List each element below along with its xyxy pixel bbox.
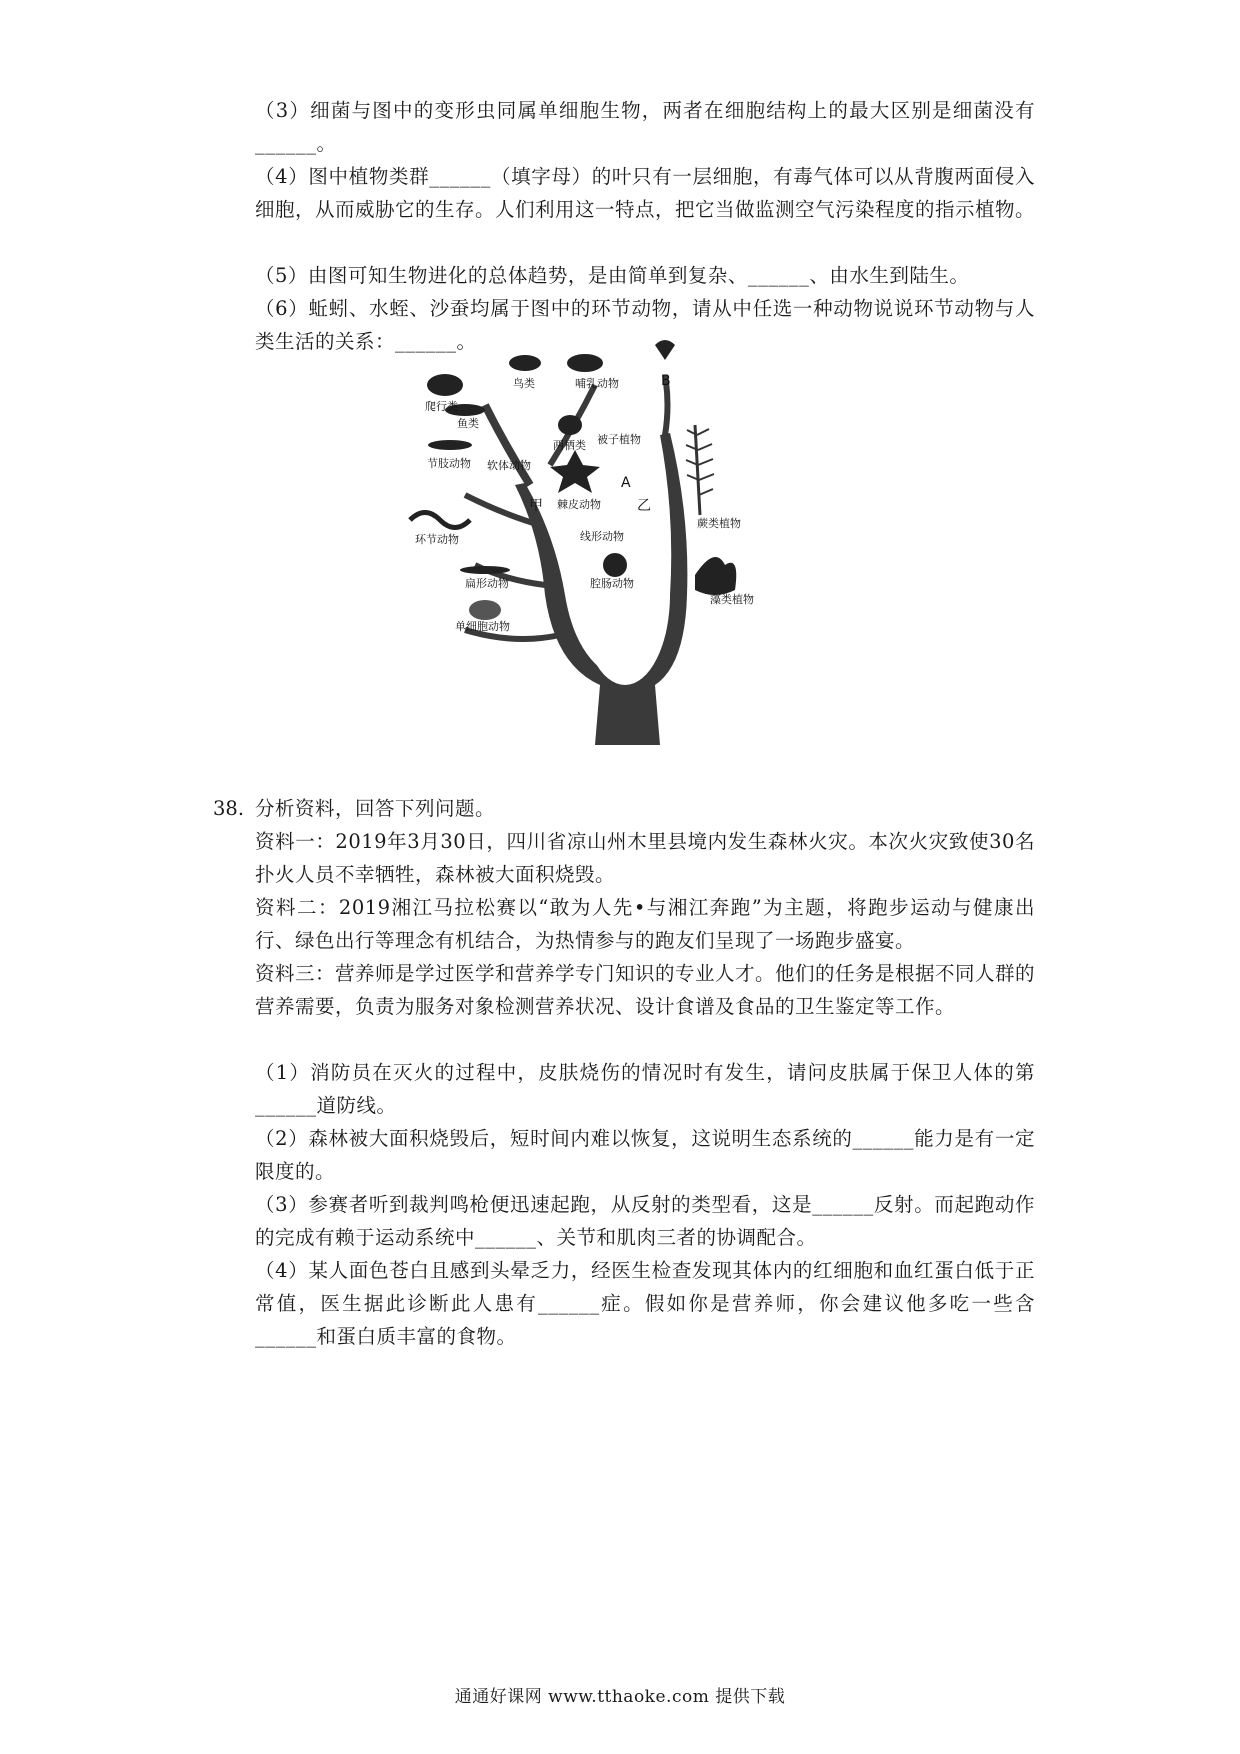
q38-material-1: 资料一：2019年3月30日，四川省凉山州木里县境内发生森林火灾。本次火灾致使30名扑火人员不幸牺牲，森林被大面积烧毁。 <box>255 830 1035 886</box>
annelid-icon <box>410 513 470 528</box>
label-amphibians: 两栖类 <box>553 439 586 452</box>
reptile-icon <box>427 374 463 396</box>
q37-part6: （6）蚯蚓、水蛭、沙蚕均属于图中的环节动物，请从中任选一种动物说说环节动物与人类生活的关系：______。 <box>255 297 1035 353</box>
label-nematodes: 线形动物 <box>580 530 624 543</box>
label-reptiles: 爬行类 <box>425 400 458 413</box>
fern-icon <box>695 425 700 515</box>
cnidarian-icon <box>603 553 627 577</box>
q37-part3: （3）细菌与图中的变形虫同属单细胞生物，两者在细胞结构上的最大区别是细菌没有______。 <box>255 99 1035 155</box>
label-cnidarians: 腔肠动物 <box>590 577 634 590</box>
label-ferns: 蕨类植物 <box>697 517 741 530</box>
evolution-tree-figure <box>415 365 825 745</box>
page-footer: 通通好课网 www.tthaoke.com 提供下载 <box>454 1687 786 1707</box>
label-flatworms: 扁形动物 <box>465 577 509 590</box>
label-mollusks: 软体动物 <box>487 459 531 472</box>
q37-part4: （4）图中植物类群______（填字母）的叶只有一层细胞，有毒气体可以从背腹两面侵入细胞，从而威胁它的生存。人们利用这一特点，把它当做监测空气污染程度的指示植物。 <box>255 165 1036 221</box>
protozoa-icon <box>469 600 501 620</box>
label-protozoa: 单细胞动物 <box>455 620 510 633</box>
q38-number: 38. <box>213 797 245 820</box>
bird-icon <box>509 355 541 371</box>
label-branch-jia: 甲 <box>529 498 543 514</box>
q38-part2: （2）森林被大面积烧毁后，短时间内难以恢复，这说明生态系统的______能力是有一定限度的。 <box>255 1127 1035 1183</box>
arthropod-icon <box>428 440 472 450</box>
label-fish: 鱼类 <box>457 417 479 430</box>
flatworm-icon <box>460 566 510 574</box>
label-branch-yi: 乙 <box>637 498 651 514</box>
q38-part3: （3）参赛者听到裁判鸣枪便迅速起跑，从反射的类型看，这是______反射。而起跑动作的完成有赖于运动系统中______、关节和肌肉三者的协调配合。 <box>255 1193 1035 1249</box>
q38-part4: （4）某人面色苍白且感到头晕乏力，经医生检查发现其体内的红细胞和血红蛋白低于正常值，医生据此诊断此人患有______症。假如你是营养师，你会建议他多吃一些含______和蛋白质丰富的食物。 <box>255 1259 1035 1348</box>
q37-part5: （5）由图可知生物进化的总体趋势，是由简单到复杂、______、由水生到陆生。 <box>255 264 970 287</box>
q38-material-3: 资料三：营养师是学过医学和营养学专门知识的专业人才。他们的任务是根据不同人群的营养需要，负责为服务对象检测营养状况、设计食谱及食品的卫生鉴定等工作。 <box>255 962 1036 1018</box>
label-arthropods: 节肢动物 <box>427 457 471 470</box>
q38-part1: （1）消防员在灭火的过程中，皮肤烧伤的情况时有发生，请问皮肤属于保卫人体的第______道防线。 <box>255 1061 1035 1117</box>
left-branch <box>485 405 530 485</box>
label-annelids: 环节动物 <box>415 533 459 546</box>
amphibian-icon <box>558 415 582 435</box>
label-mammals: 哺乳动物 <box>575 377 619 390</box>
label-algae: 藻类植物 <box>710 593 754 606</box>
label-seed-plants: 被子植物 <box>597 433 641 446</box>
algae-icon <box>695 557 736 595</box>
label-echinoderms: 棘皮动物 <box>557 498 601 511</box>
q38-intro: 分析资料，回答下列问题。 <box>255 797 496 820</box>
mammal-icon <box>567 354 603 372</box>
label-birds: 鸟类 <box>513 377 535 390</box>
label-branch-b: B <box>661 373 671 389</box>
q38-material-2: 资料二：2019湘江马拉松赛以“敢为人先•与湘江奔跑”为主题，将跑步运动与健康出行、绿色出行等理念有机结合，为热情参与的跑友们呈现了一场跑步盛宴。 <box>255 896 1035 952</box>
fern-leaves <box>686 429 714 495</box>
label-branch-a: A <box>621 475 631 491</box>
